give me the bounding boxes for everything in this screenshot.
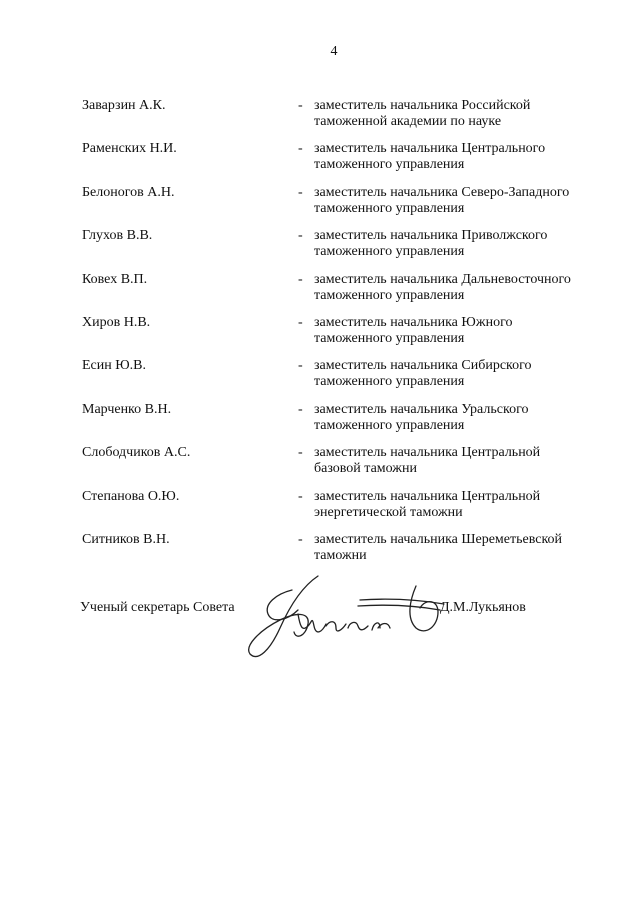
member-entry bbox=[0, 228, 640, 262]
member-entry bbox=[0, 185, 640, 219]
position-line-2: таможенного управления bbox=[314, 374, 465, 389]
position-line-2: таможенной академии по науке bbox=[314, 114, 502, 129]
member-position bbox=[314, 489, 614, 521]
member-position bbox=[314, 402, 614, 434]
position-line-2: базовой таможни bbox=[314, 461, 417, 476]
signatory-title: Ученый секретарь Совета bbox=[80, 600, 235, 615]
member-entry bbox=[0, 98, 640, 132]
member-entry bbox=[0, 315, 640, 349]
member-name: Заварзин А.К. bbox=[82, 98, 166, 113]
position-line-1: заместитель начальника Сибирского bbox=[314, 358, 532, 373]
page-number: 4 bbox=[330, 44, 338, 59]
list-dash: - bbox=[298, 141, 303, 156]
position-line-2: таможни bbox=[314, 548, 367, 563]
member-position bbox=[314, 445, 614, 477]
member-name: Степанова О.Ю. bbox=[82, 489, 180, 504]
member-entry bbox=[0, 141, 640, 175]
handwritten-signature bbox=[240, 570, 460, 670]
member-position bbox=[314, 185, 614, 217]
member-name: Слободчиков А.С. bbox=[82, 445, 191, 460]
position-line-1: заместитель начальника Дальневосточного bbox=[314, 272, 571, 287]
member-position bbox=[314, 98, 614, 130]
member-position bbox=[314, 358, 614, 390]
member-entry bbox=[0, 445, 640, 479]
position-line-1: заместитель начальника Шереметьевской bbox=[314, 532, 563, 547]
member-position bbox=[314, 272, 614, 304]
member-name: Белоногов А.Н. bbox=[82, 185, 175, 200]
position-line-1: заместитель начальника Южного bbox=[314, 315, 513, 330]
member-entry bbox=[0, 272, 640, 306]
list-dash: - bbox=[298, 315, 303, 330]
member-position bbox=[314, 141, 614, 173]
position-line-1: заместитель начальника Центрального bbox=[314, 141, 546, 156]
position-line-2: таможенного управления bbox=[314, 157, 465, 172]
member-name: Марченко В.Н. bbox=[82, 402, 172, 417]
signatory-name: Д.М.Лукьянов bbox=[440, 600, 526, 615]
position-line-2: энергетической таможни bbox=[314, 505, 463, 520]
position-line-1: заместитель начальника Центральной bbox=[314, 489, 541, 504]
member-name: Ситников В.Н. bbox=[82, 532, 170, 547]
list-dash: - bbox=[298, 489, 303, 504]
list-dash: - bbox=[298, 358, 303, 373]
member-name: Раменских Н.И. bbox=[82, 141, 177, 156]
position-line-1: заместитель начальника Северо-Западного bbox=[314, 185, 570, 200]
position-line-2: таможенного управления bbox=[314, 331, 465, 346]
position-line-1: заместитель начальника Центральной bbox=[314, 445, 541, 460]
member-name: Глухов В.В. bbox=[82, 228, 153, 243]
member-entry bbox=[0, 402, 640, 436]
member-name: Ковех В.П. bbox=[82, 272, 148, 287]
position-line-1: заместитель начальника Приволжского bbox=[314, 228, 548, 243]
position-line-1: заместитель начальника Российской bbox=[314, 98, 531, 113]
position-line-2: таможенного управления bbox=[314, 244, 465, 259]
list-dash: - bbox=[298, 532, 303, 547]
signature-block bbox=[0, 570, 640, 670]
member-position bbox=[314, 315, 614, 347]
list-dash: - bbox=[298, 445, 303, 460]
position-line-2: таможенного управления bbox=[314, 201, 465, 216]
list-dash: - bbox=[298, 402, 303, 417]
list-dash: - bbox=[298, 228, 303, 243]
position-line-2: таможенного управления bbox=[314, 418, 465, 433]
member-entry bbox=[0, 532, 640, 566]
member-position bbox=[314, 532, 614, 564]
member-name: Хиров Н.В. bbox=[82, 315, 151, 330]
position-line-1: заместитель начальника Уральского bbox=[314, 402, 529, 417]
member-entry bbox=[0, 489, 640, 523]
member-entry bbox=[0, 358, 640, 392]
list-dash: - bbox=[298, 98, 303, 113]
list-dash: - bbox=[298, 185, 303, 200]
member-name: Есин Ю.В. bbox=[82, 358, 146, 373]
list-dash: - bbox=[298, 272, 303, 287]
position-line-2: таможенного управления bbox=[314, 288, 465, 303]
member-position bbox=[314, 228, 614, 260]
